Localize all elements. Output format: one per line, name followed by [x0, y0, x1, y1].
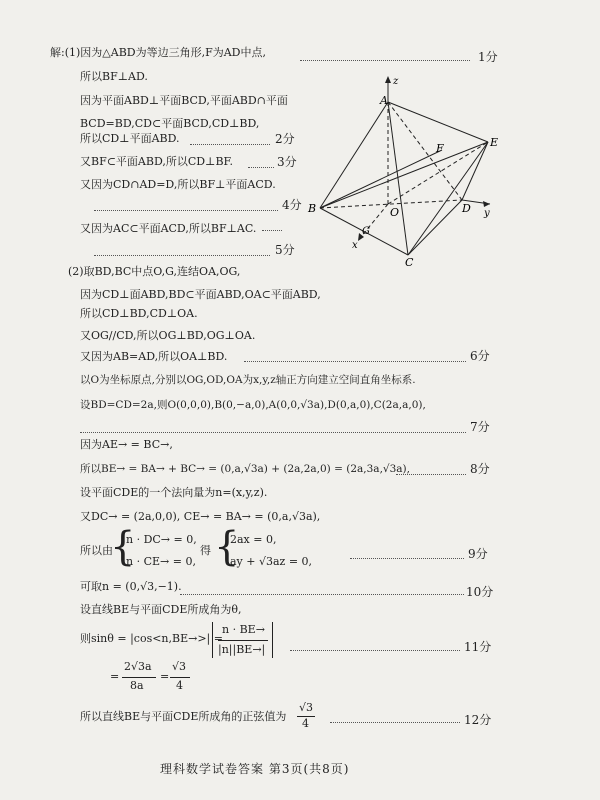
- fraction-bar: [218, 640, 268, 641]
- part1-line1: 解:(1)因为△ABD为等边三角形,F为AD中点,: [50, 46, 266, 59]
- part2-line1: (2)取BD,BC中点O,G,连结OA,OG,: [68, 265, 241, 278]
- score-10: 10分: [466, 585, 494, 599]
- system-eq2: n · CE→ = 0,: [126, 555, 196, 568]
- part1-line3: 因为平面ABD⊥平面BCD,平面ABD∩平面: [80, 94, 288, 107]
- part1-line8: 又因为AC⊂平面ACD,所以BF⊥AC.: [80, 222, 257, 235]
- part2-line4: 又OG//CD,所以OG⊥BD,OG⊥OA.: [80, 329, 256, 342]
- part2-line9: 所以BE→ = BA→ + BC→ = (0,a,√3a) + (2a,2a,0) = (2a,3a,√3a),: [80, 463, 410, 475]
- label-y: y: [484, 208, 490, 219]
- fraction-bar: [170, 677, 190, 678]
- equals-sign: =: [110, 670, 120, 683]
- label-C: C: [405, 256, 414, 269]
- score-6: 6分: [470, 349, 490, 363]
- edge-CE: [408, 142, 488, 255]
- part2-line2: 因为CD⊥面ABD,BD⊂平面ABD,OA⊂平面ABD,: [80, 288, 321, 301]
- part1-line6: 又BF⊂平面ABD,所以CD⊥BF.: [80, 155, 233, 168]
- part2-line7: 设BD=CD=2a,则O(0,0,0),B(0,−a,0),A(0,0,√3a),D(0,a,0),C(2a,a,0),: [80, 399, 426, 411]
- part2-line11: 又DC→ = (2a,0,0), CE→ = BA→ = (0,a,√3a),: [80, 510, 321, 523]
- label-O: O: [390, 206, 400, 219]
- fraction-denominator: 4: [302, 717, 309, 730]
- part1-line4: BCD=BD,CD⊂平面BCD,CD⊥BD,: [80, 117, 260, 130]
- y-axis-arrow: [483, 201, 490, 207]
- conclusion-text: 所以直线BE与平面CDE所成角的正弦值为: [80, 710, 287, 723]
- part1-line5: 所以CD⊥平面ABD.: [80, 132, 180, 145]
- leader-dots: [180, 594, 464, 595]
- system-res1: 2ax = 0,: [230, 533, 277, 546]
- score-3: 3分: [277, 155, 297, 169]
- part2-line3: 所以CD⊥BD,CD⊥OA.: [80, 307, 198, 320]
- score-2: 2分: [275, 132, 295, 146]
- label-D: D: [462, 202, 471, 215]
- leader-dots: [94, 255, 270, 256]
- label-E: E: [490, 136, 499, 149]
- label-x: x: [352, 240, 358, 251]
- label-B: B: [308, 202, 317, 215]
- part1-line2: 所以BF⊥AD.: [80, 70, 148, 83]
- fraction-denominator: 4: [176, 679, 183, 692]
- label-F: F: [436, 142, 444, 155]
- leader-dots: [330, 722, 460, 723]
- score-1: 1分: [478, 50, 498, 64]
- label-G: G: [362, 226, 370, 237]
- label-z: z: [393, 76, 399, 87]
- part2-line12: 可取n = (0,√3,−1).: [80, 580, 182, 593]
- score-12: 12分: [464, 713, 492, 727]
- part2-line10: 设平面CDE的一个法向量为n=(x,y,z).: [80, 486, 268, 499]
- part2-line14-pre: 则sinθ = |cos<n,BE→>| =: [80, 632, 223, 645]
- system-mid: 得: [200, 544, 211, 557]
- leader-dots: [190, 144, 270, 145]
- score-7: 7分: [470, 420, 490, 434]
- part1-line7: 又因为CD∩AD=D,所以BF⊥平面ACD.: [80, 178, 276, 191]
- fraction-numerator: √3: [172, 660, 187, 673]
- leader-dots: [350, 558, 464, 559]
- part2-line13: 设直线BE与平面CDE所成角为θ,: [80, 603, 242, 616]
- left-brace: {: [214, 524, 240, 570]
- leader-dots: [262, 230, 282, 231]
- score-4: 4分: [282, 198, 302, 212]
- score-8: 8分: [470, 462, 490, 476]
- label-A: A: [380, 94, 388, 107]
- score-9: 9分: [468, 547, 488, 561]
- leader-dots: [244, 361, 466, 362]
- leader-dots: [396, 474, 466, 475]
- system-res2: ay + √3az = 0,: [230, 555, 313, 568]
- part2-line8: 因为AE→ = BC→,: [80, 438, 173, 451]
- leader-dots: [300, 60, 470, 61]
- fraction-numerator: n · BE→: [222, 623, 265, 636]
- score-11: 11分: [464, 640, 492, 654]
- leader-dots: [94, 210, 278, 211]
- leader-dots: [80, 432, 466, 433]
- system-eq1: n · DC→ = 0,: [126, 533, 197, 546]
- equals-sign: =: [160, 670, 170, 683]
- leader-dots: [290, 650, 460, 651]
- fraction-numerator: 2√3a: [124, 660, 152, 673]
- abs-bar-left: [212, 622, 213, 658]
- fraction-numerator: √3: [299, 701, 314, 714]
- left-brace: {: [110, 524, 136, 570]
- page-footer: 理科数学试卷答案 第3页(共8页): [160, 762, 350, 776]
- part2-line5: 又因为AB=AD,所以OA⊥BD.: [80, 350, 228, 363]
- system-prefix: 所以由: [80, 544, 113, 557]
- fraction-bar: [122, 677, 156, 678]
- fraction-denominator: |n||BE→|: [218, 643, 266, 656]
- geometry-figure: [300, 70, 500, 270]
- abs-bar-right: [272, 622, 273, 658]
- edge-CD: [408, 200, 462, 255]
- score-5: 5分: [275, 243, 295, 257]
- part2-line6: 以O为坐标原点,分别以OG,OD,OA为x,y,z轴正方向建立空间直角坐标系.: [80, 374, 416, 386]
- leader-dots: [248, 167, 274, 168]
- fraction-denominator: 8a: [130, 679, 144, 692]
- z-axis-arrow: [385, 76, 391, 83]
